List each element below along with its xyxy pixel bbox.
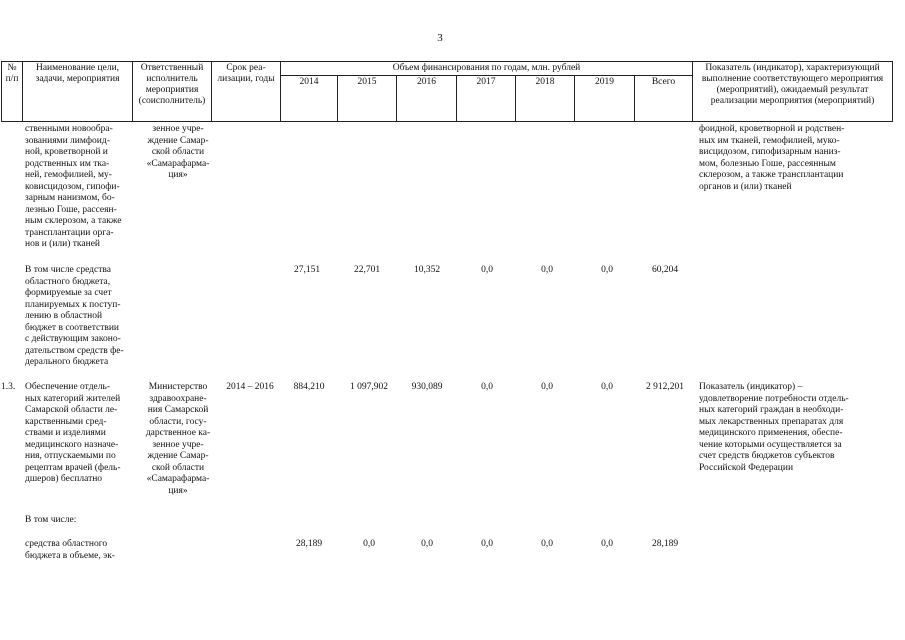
regional-value-2017: 0,0 bbox=[481, 539, 493, 549]
header-indicator: Показатель (индикатор), характеризующий выполнение соответствующего мероприятия (мероприятий), ожидаемый результат реализации мероприятия (мероприятий) bbox=[693, 62, 893, 122]
page-number: 3 bbox=[437, 32, 443, 44]
regional-value-2015: 0,0 bbox=[363, 539, 375, 549]
header-responsible: Ответственный исполнитель мероприятия (соисполнитель) bbox=[133, 62, 212, 122]
row-1-3-value-total: 2 912,201 bbox=[646, 382, 684, 392]
header-term: Срок реа-лизации, годы bbox=[212, 62, 281, 122]
regional-value-total: 28,189 bbox=[651, 539, 679, 549]
incl-value-2018: 0,0 bbox=[541, 265, 553, 275]
row-1-3-responsible: Министерство здравоохране- ния Самарской области, госу- дарственное ка- зенное учре- ждение Самар- ской области «Самарафарма- ция» bbox=[145, 382, 211, 496]
row-1-3-value-2017: 0,0 bbox=[481, 382, 493, 392]
header-year: 2019 bbox=[575, 76, 635, 122]
row-1-3-value-2018: 0,0 bbox=[541, 382, 553, 392]
header-year: 2016 bbox=[397, 76, 457, 122]
row-1-3-term: 2014 – 2016 bbox=[226, 382, 274, 392]
row-1-3-name: Обеспечение отдель- ных категорий жителей Самарской области ле- карственными сред- ствами и изделиями медицинского назначе- ния, отпускаемыми по рецептам врачей (фель- дшеров) бесплатно bbox=[25, 382, 121, 484]
cont-responsible: зенное учре- ждение Самар- ской области «Самарафарма- ция» bbox=[146, 124, 210, 180]
regional-value-2019: 0,0 bbox=[601, 539, 613, 549]
header-year: 2017 bbox=[457, 76, 516, 122]
cont-indicator: фоидной, кроветворной и родствен- ных им тканей, гемофилией, муко- висцидозом, гипофизарным наниз- мом, болезнью Гоше, рассеянным склерозом, а также трансплантации органов и (или) тканей bbox=[699, 124, 845, 192]
cont-name: ственными новообра- зованиями лимфоид- ной, кроветворной и родственных им тка- ней, гемофилией, му- ковисцидозом, гипофи- зарным нанизмом, бо- лезнью Гоше, рассеян- ным склерозом, а также трансплантации орга- нов и (или) тканей bbox=[25, 124, 122, 249]
row-1-3-value-2015: 1 097,902 bbox=[350, 382, 388, 392]
regional-value-2016: 0,0 bbox=[421, 539, 433, 549]
incl-value-total: 60,204 bbox=[651, 265, 679, 275]
header-funding: Объем финансирования по годам, млн. рублей bbox=[281, 62, 693, 76]
regional-value-2014: 28,189 bbox=[295, 539, 323, 549]
row-1-3-value-2019: 0,0 bbox=[601, 382, 613, 392]
incl-value-2015: 22,701 bbox=[353, 265, 381, 275]
incl-name: В том числе средства областного бюджета, формируемые за счет планируемых к поступ- лению в областной бюджет в соответствии с действующим законо- дательством средств фе- дерального бюджета bbox=[25, 265, 124, 367]
header-total: Всего bbox=[635, 76, 693, 122]
header-name: Наименование цели, задачи, мероприятия bbox=[23, 62, 133, 122]
incl-value-2016: 10,352 bbox=[413, 265, 441, 275]
regional-value-2018: 0,0 bbox=[541, 539, 553, 549]
header-year: 2015 bbox=[338, 76, 397, 122]
row-1-3-value-2014: 884,210 bbox=[293, 382, 325, 392]
row-1-3-value-2016: 930,089 bbox=[411, 382, 443, 392]
row-1-3-num: 1.3. bbox=[1, 382, 16, 392]
header-num: № п/п bbox=[2, 62, 23, 122]
table-header bbox=[1, 61, 893, 122]
incl-value-2014: 27,151 bbox=[293, 265, 321, 275]
incl-value-2019: 0,0 bbox=[601, 265, 613, 275]
row-1-3-indicator: Показатель (индикатор) – удовлетворение потребности отдель- ных категорий граждан в необходи- мых лекарственных препаратах для медицинского применения, обеспе- чение которыми осуществляется за счет средств бюджетов субъектов Российской Федерации bbox=[699, 382, 849, 473]
incl2-label: В том числе: bbox=[25, 515, 77, 525]
header-year: 2018 bbox=[516, 76, 575, 122]
incl-value-2017: 0,0 bbox=[481, 265, 493, 275]
header-year: 2014 bbox=[281, 76, 338, 122]
regional-name: средства областного бюджета в объеме, эк- bbox=[25, 539, 115, 561]
